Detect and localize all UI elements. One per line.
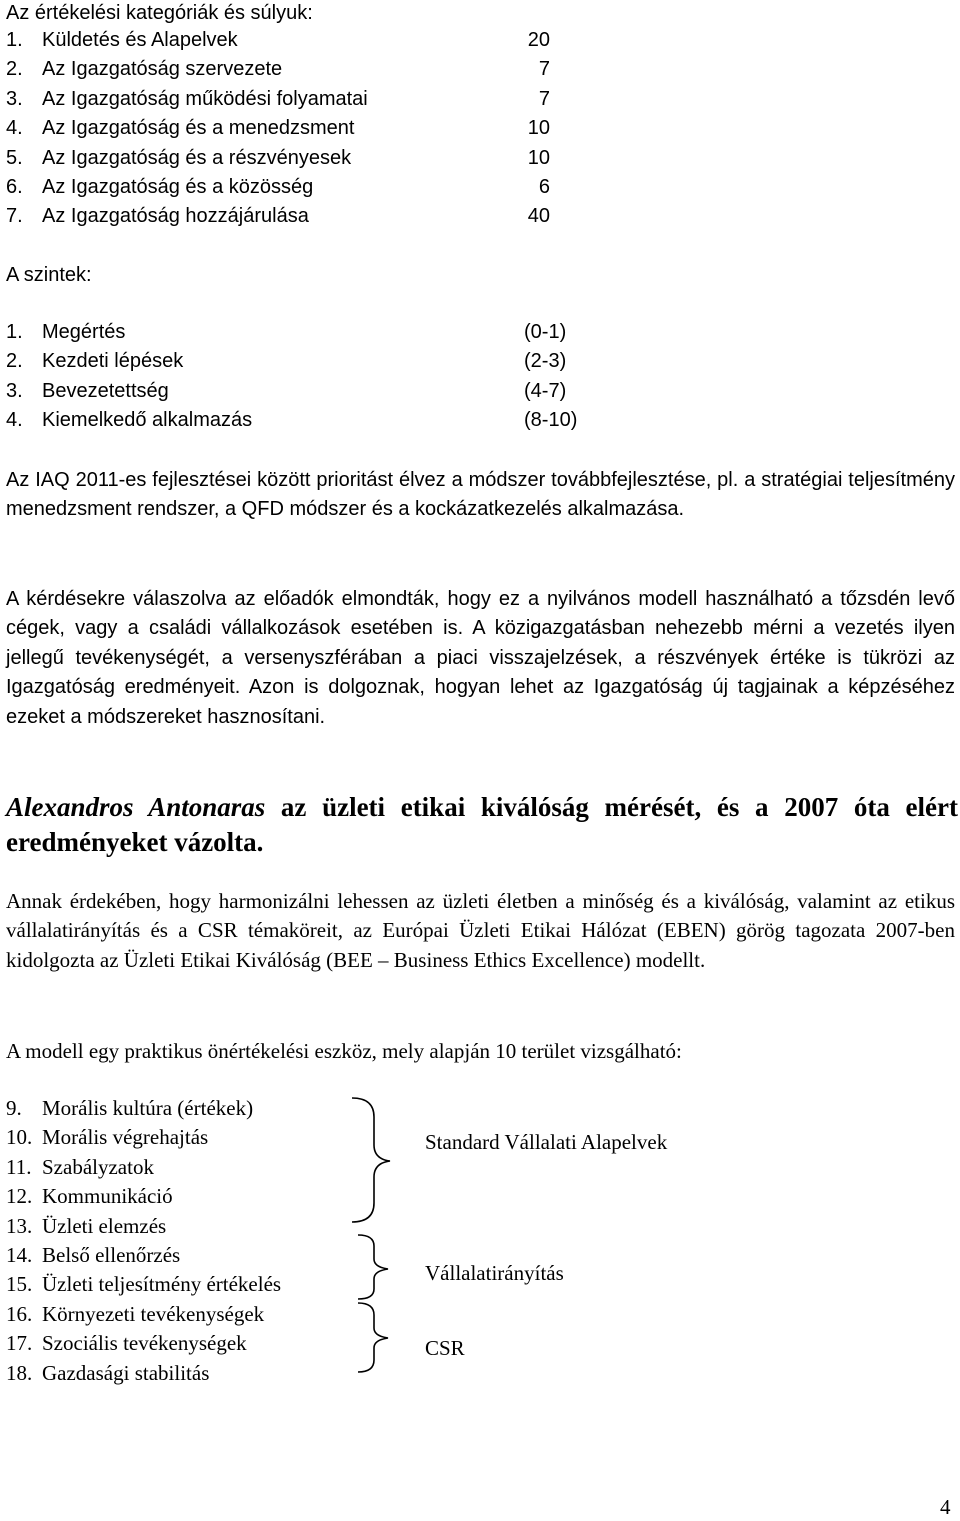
area-row (6, 1212, 346, 1241)
brace-standard-icon (340, 1095, 400, 1225)
area-label: Morális végrehajtás (42, 1125, 209, 1150)
area-row (6, 1153, 346, 1182)
area-number: 13. (6, 1213, 33, 1238)
level-range: (0-1) (524, 321, 567, 343)
level-number: 1. (6, 321, 23, 343)
area-number: 9. (6, 1096, 22, 1120)
group-label-governance: Vállalatirányítás (425, 1261, 564, 1285)
section-title-text: az üzleti etikai kiválóság mérését, és a 2007 óta elért eredményeket vázolta. (6, 792, 958, 857)
area-row (6, 1241, 346, 1270)
category-weight: 7 (538, 87, 550, 110)
level-number: 2. (6, 350, 23, 373)
level-row (6, 318, 566, 347)
category-row (6, 55, 566, 84)
category-number: 2. (6, 58, 23, 81)
iaq-paragraph: Az IAQ 2011-es fejlesztései között prioritást élvez a módszer továbbfejlesztése, pl. a stratégiai teljesítmény menedzsment rendszer, a QFD módszer és a kockázatkezelés alkalmazása. (6, 469, 955, 521)
ebsa-paragraph: Annak érdekében, hogy harmonizálni lehessen az üzleti életben a minőség és a kiválóság, valamint az etikus vállalatirányítás és a CSR témaköreit, az Európai Üzleti Etikai Hálózat (EBEN) görög tagozata 2007-ben kidolgozta az Üzleti Etikai Kiválóság (BEE – Business Ethics Excellence) modellt. (6, 889, 955, 972)
category-row (6, 85, 566, 114)
category-weight: 10 (527, 117, 550, 140)
category-row (6, 173, 566, 202)
area-label: Üzleti teljesítmény értékelés (42, 1272, 282, 1297)
group-label-standard: Standard Vállalati Alapelvek (425, 1130, 668, 1154)
category-list (6, 26, 566, 232)
area-label: Környezeti tevékenységek (42, 1301, 265, 1326)
questions-paragraph: A kérdésekre válaszolva az előadók elmondták, hogy ez a nyilvános modell használható a tőzsdén levő cégek, vagy a családi vállalkozások esetében is. A közigazgatásban nehezebb mérni a vezetés ilyen jellegű tevékenységét, a versenyszférában a piaci visszajelzések, a részvények értéke is tükrözi az Igazgatóság eredményeit. Azon is dolgoznak, hogyan lehet az Igazgatóság új tagjainak a képzéséhez ezeket a módszereket hasznosítani. (6, 588, 955, 728)
area-row (6, 1123, 346, 1152)
section-title (6, 790, 958, 860)
category-label: Küldetés és Alapelvek (42, 29, 238, 51)
level-label: Megértés (42, 321, 126, 343)
area-number: 18. (6, 1360, 33, 1385)
category-number: 3. (6, 87, 23, 110)
category-label: Az Igazgatóság működési folyamatai (42, 87, 368, 110)
category-label: Az Igazgatóság és a közösség (42, 175, 314, 198)
level-label: Bevezetettség (42, 379, 169, 402)
category-weight: 6 (538, 175, 550, 198)
category-row (6, 144, 566, 173)
level-range: (4-7) (524, 379, 567, 402)
category-number: 5. (6, 146, 23, 169)
category-label: Az Igazgatóság szervezete (42, 58, 283, 81)
area-number: 11. (6, 1154, 32, 1179)
area-label: Kommunikáció (42, 1184, 173, 1209)
level-list (6, 318, 578, 436)
category-weight: 20 (527, 29, 550, 51)
category-label: Az Igazgatóság és a részvényesek (42, 146, 352, 169)
area-row (6, 1270, 346, 1299)
category-number: 7. (6, 205, 23, 228)
category-label: Az Igazgatóság hozzájárulása (42, 205, 309, 228)
category-row (6, 202, 566, 231)
area-number: 17. (6, 1331, 33, 1356)
speaker-name: Alexandros Antonaras (6, 792, 266, 822)
category-weight: 7 (538, 58, 550, 81)
area-row (6, 1359, 346, 1388)
level-number: 4. (6, 409, 23, 432)
level-range: (2-3) (524, 350, 567, 373)
area-number: 10. (6, 1125, 33, 1150)
level-label: Kezdeti lépések (42, 350, 184, 373)
level-range: (8-10) (524, 409, 578, 432)
level-label: Kiemelkedő alkalmazás (42, 409, 253, 432)
level-row (6, 347, 566, 376)
area-row (6, 1182, 346, 1211)
level-row (6, 377, 566, 406)
group-label-csr: CSR (425, 1336, 465, 1360)
level-number: 3. (6, 379, 23, 402)
categories-heading: Az értékelési kategóriák és súlyuk: (6, 2, 313, 24)
category-row (6, 114, 566, 143)
area-label: Üzleti elemzés (42, 1213, 167, 1238)
area-label: Gazdasági stabilitás (42, 1360, 210, 1385)
model-paragraph: A modell egy praktikus önértékelési eszköz, mely alapján 10 terület vizsgálható: (6, 1039, 682, 1063)
area-number: 12. (6, 1184, 33, 1209)
area-row (6, 1094, 346, 1123)
area-number: 14. (6, 1242, 33, 1267)
brace-csr-icon (340, 1300, 400, 1375)
page-number: 4 (940, 1495, 951, 1519)
area-number: 15. (6, 1272, 33, 1297)
area-label: Belső ellenőrzés (42, 1242, 181, 1267)
brace-governance-icon (340, 1232, 400, 1302)
level-row (6, 406, 578, 435)
category-weight: 40 (527, 205, 550, 228)
levels-heading: A szintek: (6, 264, 92, 286)
area-label: Szociális tevékenységek (42, 1331, 247, 1356)
area-label: Morális kultúra (értékek) (42, 1096, 254, 1120)
area-number: 16. (6, 1301, 33, 1326)
area-label: Szabályzatok (42, 1154, 154, 1179)
category-weight: 10 (527, 146, 550, 169)
category-number: 4. (6, 117, 23, 140)
area-list (6, 1094, 346, 1388)
area-row (6, 1329, 346, 1358)
category-number: 1. (6, 29, 23, 51)
category-number: 6. (6, 175, 23, 198)
category-row (6, 26, 566, 55)
area-row (6, 1300, 346, 1329)
category-label: Az Igazgatóság és a menedzsment (42, 117, 355, 140)
